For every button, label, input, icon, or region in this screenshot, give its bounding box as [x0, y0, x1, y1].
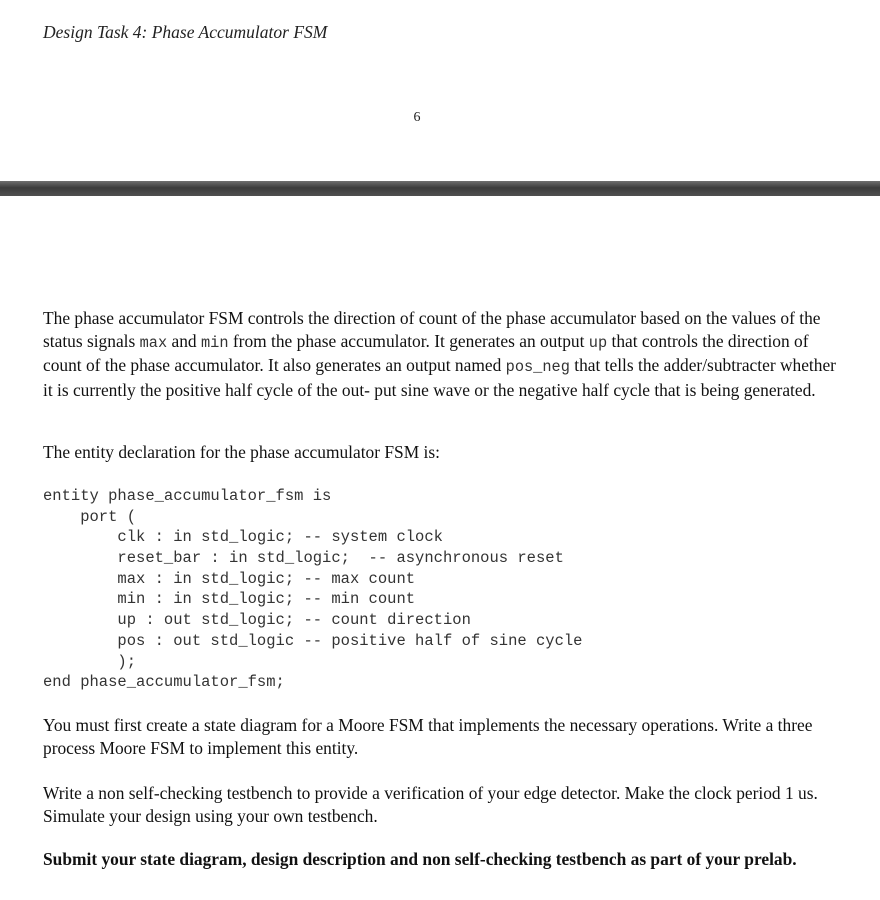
page-header-title: Design Task 4: Phase Accumulator FSM: [43, 22, 328, 42]
intro-paragraph: [43, 307, 843, 401]
page-separator: [0, 181, 880, 196]
intro-text: The phase accumulator FSM controls the direction of count of the phase accumulator based on the values of the status signals: [43, 308, 821, 351]
code-line: reset_bar : in std_logic; -- asynchronous reset: [43, 549, 564, 568]
submit-paragraph: Submit your state diagram, design description and non self-checking testbench as part of your prelab.: [43, 849, 797, 869]
code-line: max : in std_logic; -- max count: [43, 569, 416, 588]
entity-intro: The entity declaration for the phase accumulator FSM is:: [43, 442, 440, 462]
code-line: clk : in std_logic; -- system clock: [43, 528, 443, 547]
page-number: 6: [413, 110, 421, 125]
code-line: up : out std_logic; -- count direction: [43, 611, 471, 630]
intro-text: and: [167, 330, 201, 351]
code-line: pos : out std_logic -- positive half of sine cycle: [43, 631, 583, 650]
signal-max: max: [139, 333, 168, 352]
code-line: entity phase_accumulator_fsm is: [43, 487, 332, 505]
intro-text: from the phase accumulator. It generates an output: [228, 330, 589, 351]
code-line: port (: [43, 507, 137, 526]
code-line: end phase_accumulator_fsm;: [43, 673, 285, 692]
signal-up: up: [588, 333, 608, 352]
testbench-paragraph: Write a non self-checking testbench to provide a verification of your edge detector. Make the clock period 1 us. Simulate your design using your own testbench.: [43, 783, 818, 826]
signal-min: min: [200, 333, 229, 352]
code-line: );: [43, 652, 137, 671]
signal-pos-neg: pos_neg: [505, 358, 570, 377]
entity-code-block: [43, 486, 583, 693]
intro-text: that tells the adder/subtracter whether it is currently the positive half cycle of the out- put sine wave or the negative half cycle that is being generated.: [43, 355, 836, 400]
code-line: min : in std_logic; -- min count: [43, 590, 416, 609]
state-diagram-paragraph: You must first create a state diagram for a Moore FSM that implements the necessary operations. Write a three process Moore FSM to implement this entity.: [43, 715, 813, 758]
intro-text: that controls the direction of count of the phase accumulator. It also generates an output named: [43, 330, 809, 376]
